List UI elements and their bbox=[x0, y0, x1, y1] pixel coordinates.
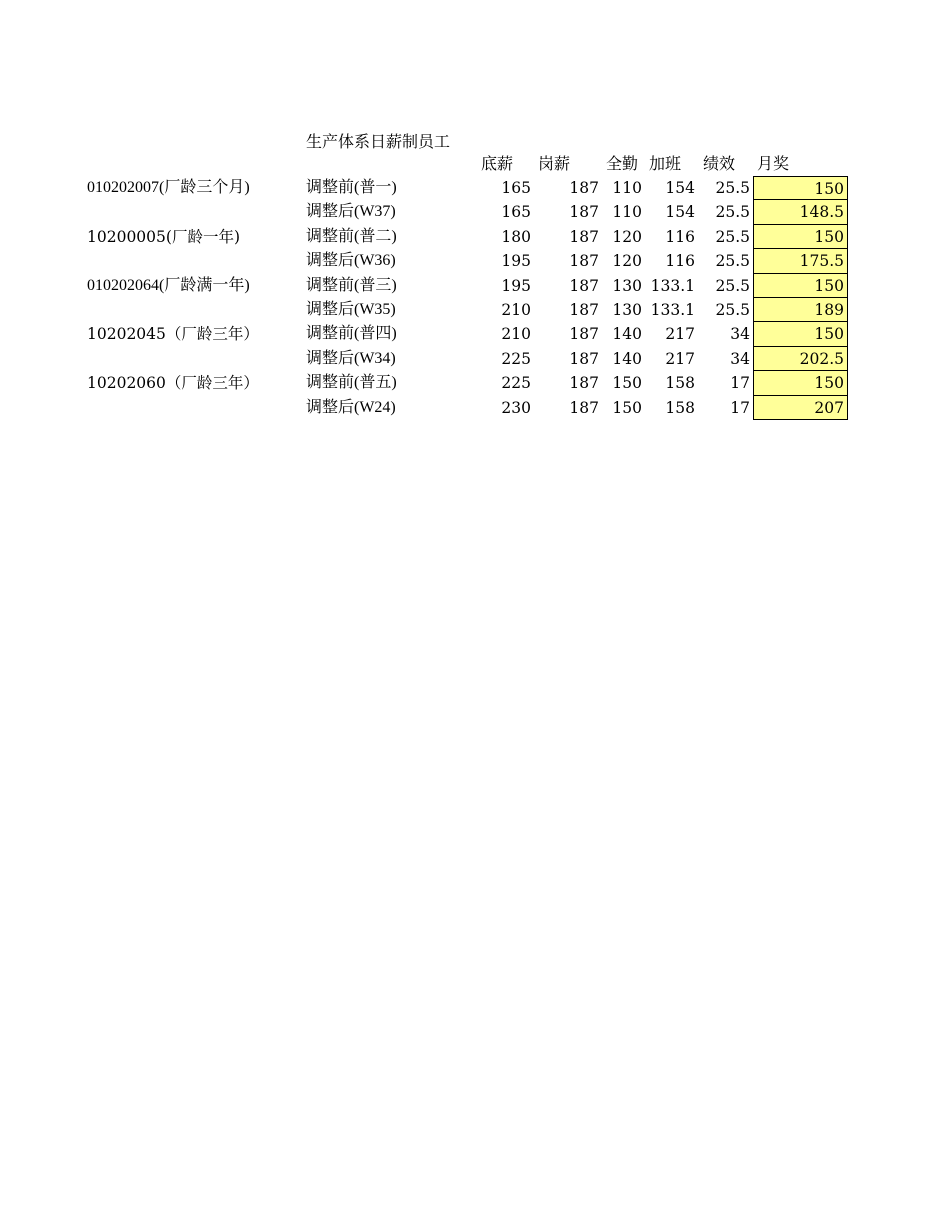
overtime-cell: 217 bbox=[665, 349, 695, 368]
table-row bbox=[0, 347, 950, 371]
table-row bbox=[0, 249, 950, 273]
attendance-cell: 120 bbox=[612, 227, 642, 246]
table-row bbox=[0, 274, 950, 298]
employee-cell: 010202007(厂龄三个月) bbox=[87, 179, 250, 196]
overtime-cell: 154 bbox=[665, 179, 695, 197]
stage-cell: 调整后(W36) bbox=[306, 252, 396, 270]
stage-cell: 调整前(普一) bbox=[306, 179, 397, 196]
attendance-cell: 120 bbox=[612, 252, 642, 271]
stage-cell: 调整后(W37) bbox=[306, 203, 396, 221]
monthly-bonus-cell: 148.5 bbox=[753, 200, 848, 224]
employee-cell: 10202045（厂龄三年） bbox=[87, 325, 259, 344]
attendance-cell: 150 bbox=[612, 374, 642, 393]
post-salary-cell: 187 bbox=[569, 179, 599, 197]
table-row bbox=[0, 200, 950, 224]
monthly-bonus-cell: 175.5 bbox=[753, 249, 848, 273]
performance-cell: 25.5 bbox=[715, 227, 750, 246]
table-row bbox=[0, 176, 950, 200]
post-salary-cell: 187 bbox=[569, 300, 599, 319]
header-overtime: 加班 bbox=[649, 154, 682, 173]
performance-cell: 25.5 bbox=[715, 276, 750, 295]
table-row bbox=[0, 298, 950, 322]
header-attendance: 全勤 bbox=[606, 154, 639, 173]
stage-cell: 调整后(W35) bbox=[306, 300, 396, 318]
monthly-bonus-cell: 150 bbox=[753, 322, 848, 346]
attendance-cell: 110 bbox=[612, 203, 642, 222]
attendance-cell: 110 bbox=[612, 179, 642, 197]
post-salary-cell: 187 bbox=[569, 252, 599, 271]
base-salary-cell: 165 bbox=[501, 179, 531, 197]
performance-cell: 34 bbox=[730, 325, 750, 344]
overtime-cell: 154 bbox=[665, 203, 695, 222]
base-salary-cell: 165 bbox=[501, 203, 531, 222]
performance-cell: 25.5 bbox=[715, 252, 750, 271]
performance-cell: 25.5 bbox=[715, 179, 750, 197]
attendance-cell: 130 bbox=[612, 276, 642, 295]
header-post-salary: 岗薪 bbox=[538, 154, 571, 173]
post-salary-cell: 187 bbox=[569, 325, 599, 344]
overtime-cell: 158 bbox=[665, 398, 695, 417]
monthly-bonus-cell: 150 bbox=[753, 176, 848, 200]
header-monthly-bonus: 月奖 bbox=[757, 154, 790, 173]
table-row bbox=[0, 371, 950, 395]
base-salary-cell: 195 bbox=[501, 252, 531, 271]
monthly-bonus-cell: 189 bbox=[753, 298, 848, 322]
base-salary-cell: 210 bbox=[501, 325, 531, 344]
employee-cell: 010202064(厂龄满一年) bbox=[87, 276, 250, 294]
stage-cell: 调整前(普三) bbox=[306, 276, 397, 294]
table-row bbox=[0, 396, 950, 420]
header-base-salary: 底薪 bbox=[481, 154, 514, 173]
monthly-bonus-cell: 202.5 bbox=[753, 347, 848, 371]
overtime-cell: 116 bbox=[665, 252, 695, 271]
base-salary-cell: 180 bbox=[501, 227, 531, 246]
stage-cell: 调整后(W24) bbox=[306, 398, 396, 416]
employee-cell: 10200005(厂龄一年) bbox=[87, 227, 240, 246]
overtime-cell: 133.1 bbox=[650, 300, 695, 319]
post-salary-cell: 187 bbox=[569, 203, 599, 222]
post-salary-cell: 187 bbox=[569, 398, 599, 417]
performance-cell: 17 bbox=[730, 398, 750, 417]
monthly-bonus-cell: 207 bbox=[753, 396, 848, 420]
overtime-cell: 158 bbox=[665, 374, 695, 393]
attendance-cell: 140 bbox=[612, 349, 642, 368]
performance-cell: 25.5 bbox=[715, 300, 750, 319]
monthly-bonus-cell: 150 bbox=[753, 371, 848, 395]
table-row bbox=[0, 225, 950, 249]
overtime-cell: 217 bbox=[665, 325, 695, 344]
employee-cell: 10202060（厂龄三年） bbox=[87, 374, 259, 393]
stage-cell: 调整前(普二) bbox=[306, 227, 397, 245]
post-salary-cell: 187 bbox=[569, 374, 599, 393]
base-salary-cell: 225 bbox=[501, 349, 531, 368]
stage-cell: 调整后(W34) bbox=[306, 349, 396, 367]
performance-cell: 25.5 bbox=[715, 203, 750, 222]
header-row bbox=[0, 153, 950, 175]
performance-cell: 17 bbox=[730, 374, 750, 393]
post-salary-cell: 187 bbox=[569, 349, 599, 368]
stage-cell: 调整前(普四) bbox=[306, 325, 397, 343]
performance-cell: 34 bbox=[730, 349, 750, 368]
monthly-bonus-cell: 150 bbox=[753, 225, 848, 249]
sheet-title: 生产体系日薪制员工 bbox=[306, 132, 451, 151]
attendance-cell: 150 bbox=[612, 398, 642, 417]
base-salary-cell: 225 bbox=[501, 374, 531, 393]
base-salary-cell: 195 bbox=[501, 276, 531, 295]
base-salary-cell: 210 bbox=[501, 300, 531, 319]
overtime-cell: 133.1 bbox=[650, 276, 695, 295]
attendance-cell: 140 bbox=[612, 325, 642, 344]
post-salary-cell: 187 bbox=[569, 227, 599, 246]
post-salary-cell: 187 bbox=[569, 276, 599, 295]
stage-cell: 调整前(普五) bbox=[306, 374, 397, 392]
attendance-cell: 130 bbox=[612, 300, 642, 319]
monthly-bonus-cell: 150 bbox=[753, 274, 848, 298]
overtime-cell: 116 bbox=[665, 227, 695, 246]
base-salary-cell: 230 bbox=[501, 398, 531, 417]
data-rows bbox=[0, 176, 950, 420]
table-row bbox=[0, 322, 950, 346]
header-performance: 绩效 bbox=[703, 154, 736, 173]
